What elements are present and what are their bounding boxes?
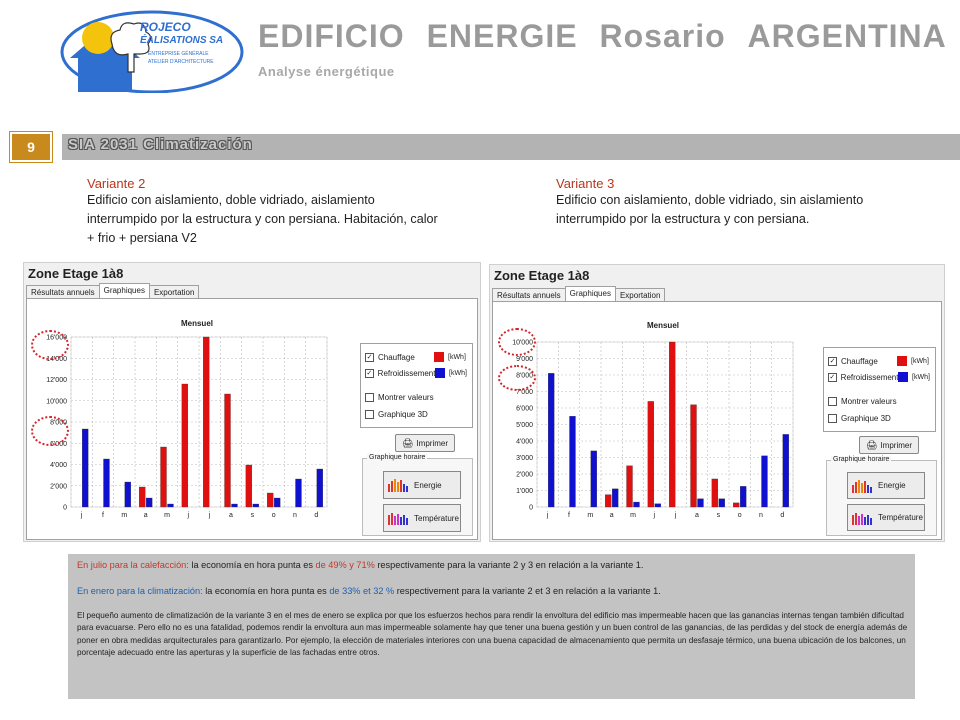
x-tick-label: a: [229, 512, 233, 519]
y-tick-label: 3'000: [516, 455, 533, 462]
note-july-heating: [77, 559, 907, 572]
note-january-mid: la economía en hora punta es: [202, 586, 330, 596]
print-button[interactable]: [859, 436, 919, 454]
variant-2-title: Variante 2: [87, 176, 146, 191]
heating-bar: [712, 479, 718, 507]
heating-bar: [627, 466, 633, 507]
checkbox-graph-3d[interactable]: [828, 414, 837, 423]
logo-line2: ÉALISATIONS SA: [140, 35, 224, 46]
legend-box: [823, 347, 936, 432]
cooling-bar: [570, 416, 576, 507]
show-values-label: Montrer valeurs: [378, 392, 434, 402]
x-tick-label: m: [164, 512, 170, 519]
cooling-bar: [317, 469, 323, 507]
heating-bar: [669, 342, 675, 507]
temperature-button-label: Température: [414, 513, 459, 523]
heating-unit: [kWh]: [448, 353, 466, 361]
energy-button-label: Energie: [414, 480, 442, 490]
highlight-circle: [31, 416, 69, 446]
variant-3-description: Edificio con aislamiento, doble vidriado, sin aislamiento interrumpido por la estructura y con persiana.: [556, 193, 864, 226]
legend-cooling-label: Refroidissement: [840, 372, 899, 382]
y-tick-label: 1'000: [516, 488, 533, 495]
checkbox-heating[interactable]: ✓: [366, 353, 373, 361]
x-tick-label: a: [609, 512, 614, 519]
notes-box: [68, 554, 915, 699]
y-tick-label: 10'000: [512, 339, 533, 347]
cooling-bar: [168, 504, 174, 507]
note-january-lead: En enero para la climatización:: [77, 586, 203, 596]
cooling-bar: [146, 498, 152, 507]
cooling-unit: [kWh]: [912, 373, 930, 381]
logo-line4: ATELIER D'ARCHITECTURE: [148, 59, 214, 65]
highlight-circle: [31, 330, 69, 360]
heating-color-swatch: [434, 352, 444, 362]
checkbox-heating[interactable]: ✓: [829, 357, 836, 365]
chart-title: Mensuel: [180, 319, 213, 328]
x-tick-label: m: [121, 512, 128, 519]
title-word-4: ARGENTINA: [747, 18, 947, 54]
note-january-tail: respectivement para la variante 2 et 3 en relación a la variante 1.: [394, 586, 661, 596]
cooling-color-swatch: [435, 368, 445, 378]
x-tick-label: j: [80, 512, 83, 519]
y-tick-label: 6'000: [516, 405, 533, 413]
tab-graphs[interactable]: Graphiques: [565, 286, 616, 302]
energy-button[interactable]: [847, 472, 925, 499]
chart-title: Mensuel: [646, 321, 679, 330]
heating-bar: [605, 495, 611, 507]
x-tick-label: s: [716, 512, 721, 519]
x-tick-label: j: [208, 512, 211, 519]
cooling-color-swatch: [898, 372, 908, 382]
legend-heating-row[interactable]: [828, 354, 933, 368]
graph-3d-row[interactable]: [365, 407, 428, 421]
hourly-graph-label: Graphique horaire: [833, 456, 890, 463]
hourly-graph-label: Graphique horaire: [369, 454, 426, 461]
x-tick-label: o: [271, 512, 276, 519]
checkbox-graph-3d[interactable]: [365, 410, 374, 419]
title-word-2: ENERGIE: [426, 18, 578, 54]
x-tick-label: j: [187, 512, 190, 519]
cooling-bar: [612, 489, 618, 507]
company-logo: [60, 8, 245, 93]
cooling-bar: [104, 459, 110, 507]
heating-bar: [267, 493, 273, 507]
x-tick-label: m: [630, 512, 636, 519]
x-tick-label: d: [314, 512, 319, 519]
cooling-bar: [548, 373, 554, 507]
cooling-bar: [740, 486, 746, 507]
heating-bar: [733, 503, 739, 507]
energy-button[interactable]: [383, 471, 461, 499]
temperature-button[interactable]: [847, 504, 925, 531]
note-july-mid: la economía en hora punta es: [188, 560, 316, 570]
variant-2-description: Edificio con aislamiento, doble vidriado, aislamiento interrumpido por la estructura y con persiana. Habitación, calor + frio + persiana V2: [87, 193, 438, 245]
heating-bar: [203, 337, 209, 507]
x-tick-label: d: [780, 512, 785, 519]
page-subtitle: Analyse énergétique: [258, 64, 395, 79]
zone-window-variant-3: [489, 264, 945, 542]
note-explanation: El pequeño aumento de climatización de la variante 3 en el mes de enero se explica por que los esfuerzos hechos para rendir la envoltura del edificio mas impermeable hacen que las ganancias internas tengan también dificultad para evacuarse. Pero ello no es una fatalidad, podemos rendir la envoltura aun mas impermeable solamente hay que tener una buena gestión y un buen control de las ganancias, de las perdidas y del stock de energía además de poner en obra medidas arquitecturales para garantizarlo. Por ejemplo, la elección de materiales interiores con una buena capacidad de almacenamiento que permita un desfasaje térmico, una buena ubicación de los balcones, un porcentaje adecuado entre las aperturas y la superficie de las fachadas entre otros.: [77, 611, 908, 657]
y-tick-label: 10'000: [46, 398, 67, 406]
x-tick-label: j: [653, 512, 656, 519]
energy-chart-icon: [852, 479, 874, 493]
cooling-bar: [783, 434, 789, 507]
heating-bar: [225, 394, 231, 507]
print-button[interactable]: [395, 434, 455, 452]
logo-line3: ENTREPRISE GÉNÉRALE: [148, 51, 209, 57]
highlight-circle: [498, 365, 536, 391]
tab-annual-results[interactable]: Résultats annuels: [26, 285, 100, 301]
slide-number-badge: 9: [10, 132, 52, 162]
y-tick-label: 2'000: [50, 483, 67, 491]
checkbox-show-values[interactable]: [828, 397, 837, 406]
heating-bar: [648, 401, 654, 507]
x-tick-label: a: [143, 512, 148, 519]
printer-icon: 🖨: [866, 439, 878, 450]
show-values-label: Montrer valeurs: [841, 396, 897, 406]
y-tick-label: 12'000: [46, 377, 67, 384]
highlight-circle: [498, 328, 536, 356]
heating-color-swatch: [897, 356, 907, 366]
zone-window-variant-2: [23, 262, 481, 542]
x-tick-label: m: [587, 512, 594, 519]
tab-annual-results[interactable]: Résultats annuels: [492, 288, 566, 304]
cooling-bar: [719, 499, 725, 507]
x-tick-label: n: [293, 512, 297, 519]
graph-3d-label: Graphique 3D: [841, 413, 891, 423]
heating-bar: [246, 465, 252, 507]
y-tick-label: 5'000: [516, 422, 533, 429]
x-tick-label: f: [568, 512, 570, 519]
cooling-bar: [232, 504, 238, 507]
legend-cooling-row[interactable]: [828, 370, 933, 384]
temperature-chart-icon: [388, 511, 410, 525]
legend-box: [360, 343, 473, 428]
y-tick-label: 14'000: [46, 355, 67, 363]
note-july-tail: respectivamente para la variante 2 y 3 en relación a la variante 1.: [374, 560, 644, 570]
x-tick-label: f: [102, 512, 104, 519]
temperature-chart-icon: [852, 511, 874, 525]
energy-button-label: Energie: [878, 481, 906, 490]
note-january-percent: de 33% et 32 %: [329, 586, 395, 596]
x-tick-label: n: [759, 512, 763, 519]
section-title: SIA 2031 Climatización: [68, 136, 253, 153]
heating-bar: [139, 487, 145, 507]
tab-graphs[interactable]: Graphiques: [99, 283, 150, 299]
y-tick-label: 2'000: [516, 471, 533, 479]
y-tick-label: 8'000: [516, 372, 533, 380]
tab-export[interactable]: Exportation: [615, 288, 665, 304]
note-january-cooling: [77, 585, 907, 598]
variant-3-block: [556, 176, 896, 229]
y-tick-label: 7'000: [516, 389, 533, 396]
y-tick-label: 16'000: [46, 334, 67, 342]
legend-heating-row[interactable]: [365, 350, 470, 364]
window-title: Zone Etage 1à8: [494, 268, 590, 283]
y-tick-label: 0: [63, 504, 67, 512]
logo-line1: ROJECO: [140, 20, 191, 34]
title-word-3: Rosario: [599, 18, 726, 54]
variant-3-title: Variante 3: [556, 176, 615, 191]
checkbox-show-values[interactable]: [365, 393, 374, 402]
graphs-panel: [492, 301, 942, 540]
temperature-button[interactable]: [383, 504, 461, 532]
variant-2-block: [87, 176, 447, 248]
cooling-unit: [kWh]: [449, 369, 467, 377]
print-button-label: Imprimer: [416, 438, 448, 448]
hourly-graph-group: [362, 454, 473, 536]
cooling-bar: [82, 429, 88, 507]
cooling-bar: [253, 504, 259, 507]
page-title: [258, 18, 947, 55]
energy-chart-icon: [388, 478, 410, 492]
heating-bar: [161, 447, 167, 507]
y-tick-label: 0: [529, 504, 533, 512]
y-tick-label: 4'000: [516, 438, 533, 446]
cooling-bar: [591, 451, 597, 507]
cooling-bar: [274, 498, 280, 507]
title-word-1: EDIFICIO: [258, 18, 405, 54]
monthly-chart: [27, 299, 337, 537]
heating-unit: [kWh]: [911, 357, 929, 365]
print-button-label: Imprimer: [880, 440, 912, 450]
tab-export[interactable]: Exportation: [149, 285, 199, 301]
window-title: Zone Etage 1à8: [28, 266, 124, 281]
monthly-chart: [493, 302, 803, 537]
note-july-lead: En julio para la calefacción:: [77, 560, 189, 570]
graph-3d-label: Graphique 3D: [378, 409, 428, 419]
y-tick-label: 9'000: [516, 356, 533, 363]
legend-cooling-row[interactable]: [365, 366, 470, 380]
x-tick-label: a: [695, 512, 699, 519]
y-tick-label: 6'000: [50, 440, 67, 448]
show-values-row[interactable]: [828, 394, 897, 408]
cooling-bar: [634, 502, 640, 507]
x-tick-label: j: [546, 512, 549, 519]
printer-icon: 🖨: [402, 437, 414, 448]
legend-cooling-label: Refroidissement: [377, 368, 436, 378]
cooling-bar: [698, 499, 704, 507]
y-tick-label: 8'000: [50, 419, 67, 427]
checkbox-cooling[interactable]: ✓: [366, 369, 373, 377]
note-july-percent: de 49% y 71%: [315, 560, 375, 570]
x-tick-label: s: [250, 512, 255, 519]
y-tick-label: 4'000: [50, 462, 67, 469]
checkbox-cooling[interactable]: ✓: [829, 373, 836, 381]
graph-3d-row[interactable]: [828, 411, 891, 425]
legend-heating-label: Chauffage: [378, 352, 415, 362]
hourly-graph-group: [826, 456, 937, 536]
cooling-bar: [125, 482, 131, 507]
heating-bar: [182, 384, 188, 507]
cooling-bar: [762, 456, 768, 507]
cooling-bar: [296, 479, 302, 507]
legend-heating-label: Chauffage: [841, 356, 878, 366]
heating-bar: [691, 405, 697, 507]
x-tick-label: j: [674, 512, 677, 519]
x-tick-label: o: [737, 512, 742, 519]
temperature-button-label: Température: [878, 513, 923, 522]
show-values-row[interactable]: [365, 390, 434, 404]
graphs-panel: [26, 298, 478, 540]
cooling-bar: [655, 504, 661, 507]
